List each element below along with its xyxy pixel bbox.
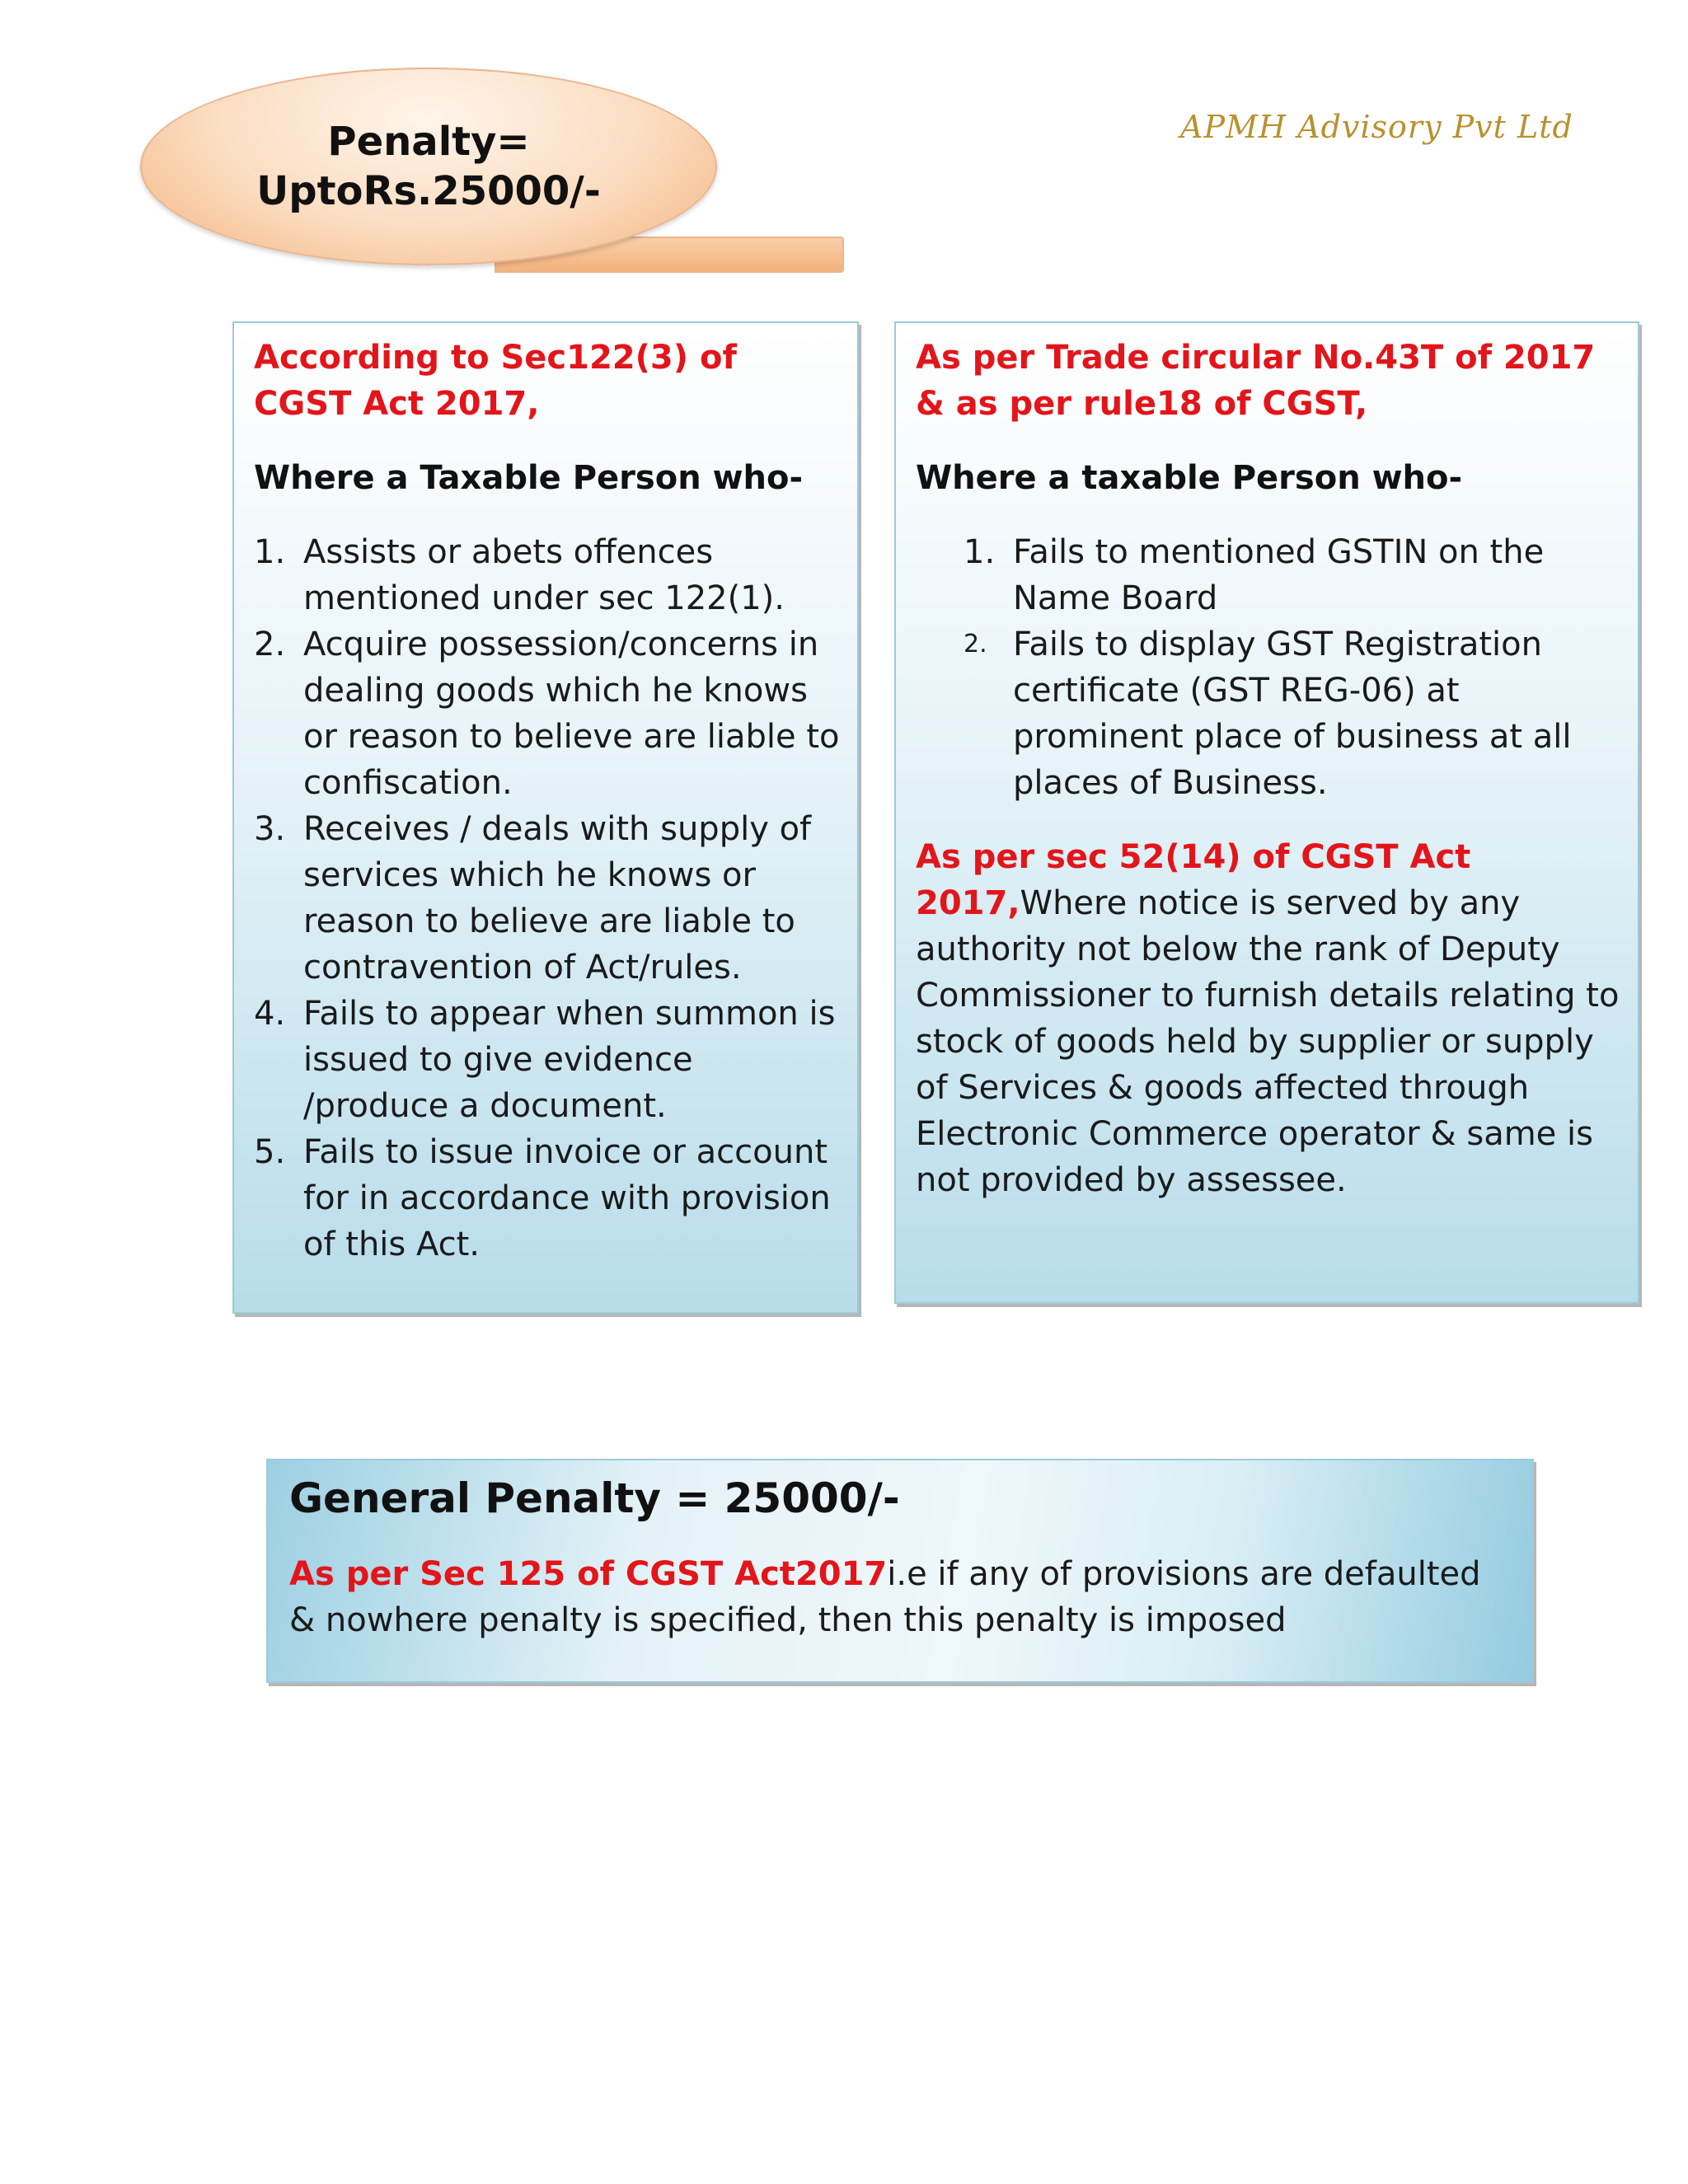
- list-item: 1. Fails to mentioned GSTIN on the Name Board: [964, 533, 1545, 617]
- trade-circular-list: [916, 529, 1621, 806]
- sec125-text: i.e if any of provisions are defaulted & nowhere penalty is specified, then this penalty is imposed: [289, 1555, 1481, 1639]
- trade-circular-heading: As per Trade circular No.43T of 2017 & as per rule18 of CGST,: [916, 339, 1596, 423]
- penalty-callout: [140, 68, 717, 274]
- list-item: 2. Acquire possession/concerns in dealing goods which he knows or reason to believe are liable to confiscation.: [254, 626, 840, 802]
- trade-circular-box: [894, 321, 1639, 1304]
- company-logo: APMH Advisory Pvt Ltd: [1180, 109, 1573, 145]
- sec122-list: [254, 529, 841, 1268]
- sec52-text: Where notice is served by any authority not below the rank of Deputy Commissioner to furnish details relating to stock of goods held by supplier or supply of Services & goods affected through Electronic Commerce operator & same is not provided by assessee.: [916, 884, 1620, 1199]
- general-penalty-text: [289, 1551, 1507, 1643]
- list-item: 1. Assists or abets offences mentioned under sec 122(1).: [254, 533, 785, 617]
- list-item: 2. Fails to display GST Registration certificate (GST REG-06) at prominent place of business at all places of Business.: [964, 626, 1572, 802]
- sec122-box: [232, 321, 859, 1314]
- sec125-heading: As per Sec 125 of CGST Act2017: [289, 1555, 888, 1593]
- list-item: 5. Fails to issue invoice or account for in accordance with provision of this Act.: [254, 1133, 831, 1263]
- callout-line-1: Penalty=: [327, 119, 530, 165]
- sec122-heading: According to Sec122(3) of CGST Act 2017,: [254, 339, 737, 423]
- sec122-subheading: Where a Taxable Person who-: [254, 459, 804, 497]
- callout-oval: [140, 68, 717, 265]
- list-item: 3. Receives / deals with supply of services which he knows or reason to believe are liable to contravention of Act/rules.: [254, 810, 812, 987]
- general-penalty-title: General Penalty = 25000/-: [289, 1474, 900, 1522]
- trade-circular-subheading: Where a taxable Person who-: [916, 459, 1463, 497]
- list-item: 4. Fails to appear when summon is issued to give evidence /produce a document.: [254, 995, 836, 1125]
- general-penalty-box: [266, 1459, 1534, 1683]
- callout-line-2: UptoRs.25000/-: [256, 168, 601, 214]
- sec52-heading: As per sec 52(14) of CGST Act 2017,: [916, 838, 1471, 922]
- sec52-paragraph: [916, 834, 1621, 1203]
